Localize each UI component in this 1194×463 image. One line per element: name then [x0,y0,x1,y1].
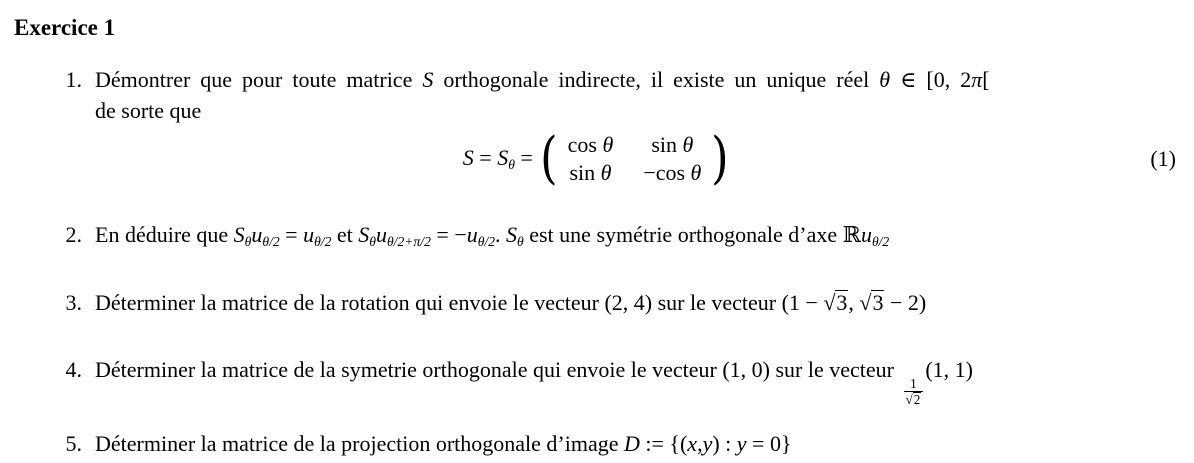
math-p-segment: = − [430,221,467,247]
math-p-segment: de sorte que [95,98,202,124]
matrix-cell [651,131,693,159]
item-number: 3. [65,289,82,315]
math-sub-segment: θ [369,233,376,249]
math-sub-segment: θ [244,233,252,249]
item-line [95,356,973,408]
math-p-segment: ℝ [842,221,861,247]
math-sqrt-segment: √3 [859,289,884,315]
math-p-segment: − 2) [884,289,927,315]
item-line [95,290,926,315]
math-sqrt-segment: √2 [905,392,921,408]
math-sub-segment: θ/2 [477,233,496,249]
math-p-segment: sin [651,131,683,157]
math-i-segment: S [506,221,518,247]
math-p-segment: (1 − [781,289,824,315]
math-i-segment: u [860,221,872,247]
math-sub-segment: θ [517,233,524,249]
item-number: 5. [65,430,82,456]
math-i-segment: θ [682,131,694,157]
math-p-segment: , [848,289,860,315]
math-i-segment: S [462,144,474,170]
matrix [538,125,731,191]
math-p-segment: = [279,221,304,247]
math-p-segment: [ [982,67,990,93]
math-p-segment: 1 [910,376,917,392]
math-i-segment: π [971,67,983,93]
math-p-segment: = [473,144,498,170]
math-p-segment: = 0} [746,430,792,456]
item-number: 4. [65,356,82,382]
item-number: 2. [65,221,82,247]
math-sub-segment: θ [508,156,515,172]
math-i-segment: u [375,221,387,247]
item-text [95,428,792,459]
math-p-segment: Déterminer la matrice de la symetrie orthogonale qui envoie le vecteur [95,356,723,382]
math-sub-segment: θ/2 [314,233,332,249]
math-i-segment: x [687,430,698,456]
item-line [95,431,792,456]
equation-number: (1) [1150,145,1176,171]
item-text [95,64,990,126]
math-p-segment: Déterminer la matrice de la rotation qui envoie le vecteur [95,289,605,315]
math-p-segment: −cos [643,160,691,186]
math-p-segment: (1, 1) [925,356,973,382]
matrix-cell [569,159,611,187]
math-i-segment: D [624,430,640,456]
math-p-segment: Démontrer que pour toute matrice [95,67,423,93]
math-sub-segment: θ/2 [871,233,890,249]
list-item [14,428,1180,459]
math-i-segment: θ [690,160,702,186]
math-sub-segment: θ/2+π/2 [386,233,431,249]
list-item [14,219,1180,251]
item-text [95,219,889,251]
math-i-segment: y [736,430,747,456]
list-item [14,64,1180,126]
item-number: 1. [65,67,82,93]
item-line [95,98,201,123]
list-item [14,354,1180,408]
math-p-segment: sur le vecteur [652,289,782,315]
math-p-segment: ∈ [0, 2 [890,67,972,93]
math-p-segment: sin [569,160,601,186]
math-p-segment: sur le vecteur [770,356,900,382]
math-i-segment: θ [879,67,891,93]
display-equation [14,125,1180,191]
math-p-segment: ) : [712,430,737,456]
math-sub-segment: θ/2 [262,233,280,249]
math-i-segment: S [497,144,509,170]
matrix-grid [560,131,710,187]
math-sqrt-segment: √3 [823,289,848,315]
item-line [95,67,990,92]
math-i-segment: u [303,221,315,247]
math-p-segment: (2, 4) [604,289,653,315]
math-i-segment: S [358,221,370,247]
math-p-segment: = [514,144,533,170]
math-i-segment: u [251,221,263,247]
matrix-cell [568,131,614,159]
math-p-segment: Déterminer la matrice de la projection orthogonale d’image [95,430,624,456]
list-item [14,287,1180,318]
math-frac-segment [904,376,924,407]
math-i-segment: S [422,67,434,93]
math-p-segment: cos [567,131,603,157]
item-text [95,287,926,318]
item-line [95,222,889,247]
math-i-segment: θ [602,131,614,157]
math-i-segment: y [702,430,713,456]
equation-lhs [463,145,533,173]
math-p-segment: et [331,221,359,247]
page-title: Exercice 1 [14,15,116,40]
math-i-segment: u [466,221,478,247]
math-p-segment: := {( [639,430,688,456]
item-text [95,354,973,408]
math-p-segment: orthogonale indirecte, il existe un unique réel [433,67,880,93]
exercise-list [14,64,1180,459]
left-paren: ( [539,125,558,191]
math-i-segment: θ [600,160,612,186]
math-p-segment: est une symétrie orthogonale d’axe [523,221,843,247]
matrix-cell [643,159,701,187]
math-p-segment: . [495,221,507,247]
right-paren: ) [711,125,730,191]
math-p-segment: , [697,430,703,456]
math-i-segment: S [233,221,245,247]
math-p-segment: En déduire que [95,221,234,247]
math-p-segment: (1, 0) [722,356,770,382]
